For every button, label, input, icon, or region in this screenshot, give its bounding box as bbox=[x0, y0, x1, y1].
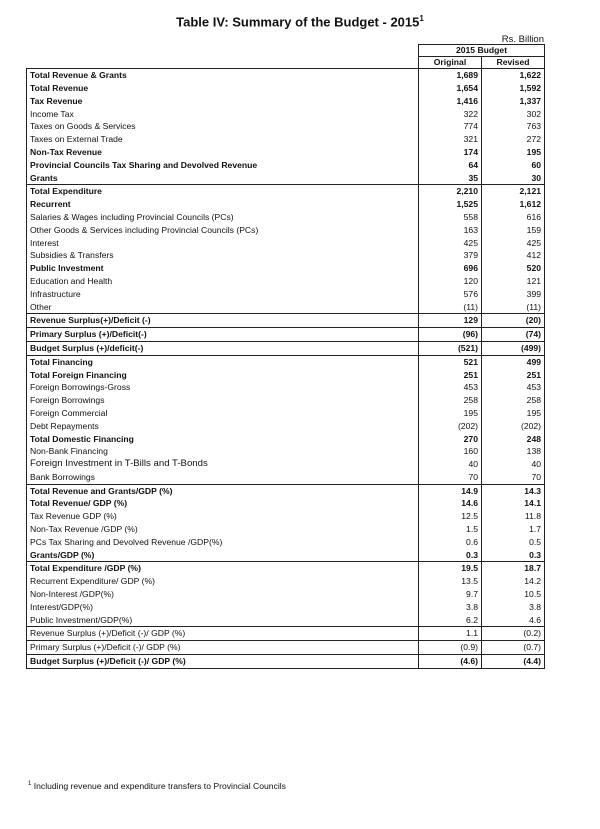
cell-original: 129 bbox=[419, 314, 482, 328]
table-row bbox=[27, 185, 545, 198]
cell-revised: 520 bbox=[482, 262, 545, 275]
cell-revised: (11) bbox=[482, 300, 545, 313]
table-row bbox=[27, 523, 545, 536]
table-row bbox=[27, 627, 545, 641]
cell-original: (96) bbox=[419, 327, 482, 341]
footnote bbox=[28, 781, 286, 791]
row-label: Public Investment/GDP(%) bbox=[27, 613, 419, 626]
table-row bbox=[27, 548, 545, 561]
cell-original: 258 bbox=[419, 394, 482, 407]
table-row bbox=[27, 236, 545, 249]
row-label: Foreign Investment in T-Bills and T-Bonds bbox=[27, 458, 419, 471]
header-group-row bbox=[27, 45, 545, 57]
row-label: Tax Revenue bbox=[27, 95, 419, 108]
cell-original: 1,416 bbox=[419, 95, 482, 108]
table-row bbox=[27, 327, 545, 341]
cell-revised: 70 bbox=[482, 471, 545, 484]
table-row bbox=[27, 394, 545, 407]
cell-revised: (0.2) bbox=[482, 627, 545, 641]
row-label: Provincial Councils Tax Sharing and Devolved Revenue bbox=[27, 159, 419, 172]
cell-original: 322 bbox=[419, 107, 482, 120]
cell-revised: 60 bbox=[482, 159, 545, 172]
table-row bbox=[27, 420, 545, 433]
cell-original: 321 bbox=[419, 133, 482, 146]
table-row bbox=[27, 381, 545, 394]
row-label: Foreign Borrowings-Gross bbox=[27, 381, 419, 394]
row-label: Interest bbox=[27, 236, 419, 249]
table-row bbox=[27, 120, 545, 133]
cell-revised: 14.3 bbox=[482, 484, 545, 497]
cell-original: 13.5 bbox=[419, 575, 482, 588]
row-label: Primary Surplus (+)/Deficit (-)/ GDP (%) bbox=[27, 641, 419, 655]
cell-revised: 195 bbox=[482, 407, 545, 420]
cell-original: 64 bbox=[419, 159, 482, 172]
table-row bbox=[27, 601, 545, 614]
row-label: Grants/GDP (%) bbox=[27, 548, 419, 561]
cell-revised: 195 bbox=[482, 146, 545, 159]
cell-original: 14.6 bbox=[419, 497, 482, 510]
cell-original: 174 bbox=[419, 146, 482, 159]
cell-revised: 121 bbox=[482, 275, 545, 288]
row-label: Other Goods & Services including Provincial Councils (PCs) bbox=[27, 224, 419, 237]
cell-revised: 0.5 bbox=[482, 536, 545, 549]
cell-revised: 138 bbox=[482, 445, 545, 458]
row-label: Tax Revenue GDP (%) bbox=[27, 510, 419, 523]
table-row bbox=[27, 198, 545, 211]
row-label: Total Expenditure /GDP (%) bbox=[27, 562, 419, 575]
cell-original: 558 bbox=[419, 211, 482, 224]
cell-revised: (202) bbox=[482, 420, 545, 433]
cell-original: 195 bbox=[419, 407, 482, 420]
cell-revised: 251 bbox=[482, 368, 545, 381]
cell-revised: 1,592 bbox=[482, 82, 545, 95]
table-row bbox=[27, 588, 545, 601]
unit-label: Rs. Billion bbox=[501, 34, 544, 45]
cell-original: 1,654 bbox=[419, 82, 482, 95]
row-label: Infrastructure bbox=[27, 288, 419, 301]
row-label: Salaries & Wages including Provincial Councils (PCs) bbox=[27, 211, 419, 224]
footnote-text: Including revenue and expenditure transfers to Provincial Councils bbox=[33, 781, 286, 791]
table-row bbox=[27, 224, 545, 237]
cell-revised: (74) bbox=[482, 327, 545, 341]
cell-revised: 159 bbox=[482, 224, 545, 237]
row-label: Revenue Surplus (+)/Deficit (-)/ GDP (%) bbox=[27, 627, 419, 641]
table-row bbox=[27, 458, 545, 471]
cell-revised: 425 bbox=[482, 236, 545, 249]
table-row bbox=[27, 314, 545, 328]
table-row bbox=[27, 497, 545, 510]
row-label: Non-Interest /GDP(%) bbox=[27, 588, 419, 601]
cell-original: 576 bbox=[419, 288, 482, 301]
title-footnote-mark: 1 bbox=[419, 14, 424, 23]
table-row bbox=[27, 159, 545, 172]
cell-revised: 10.5 bbox=[482, 588, 545, 601]
row-label: Total Revenue/ GDP (%) bbox=[27, 497, 419, 510]
cell-original: 774 bbox=[419, 120, 482, 133]
cell-original: 6.2 bbox=[419, 613, 482, 626]
cell-revised: 248 bbox=[482, 432, 545, 445]
table-row bbox=[27, 562, 545, 575]
cell-original: (521) bbox=[419, 341, 482, 355]
cell-revised: 258 bbox=[482, 394, 545, 407]
row-label: Total Financing bbox=[27, 355, 419, 368]
table-row bbox=[27, 355, 545, 368]
cell-revised: (499) bbox=[482, 341, 545, 355]
table-row bbox=[27, 536, 545, 549]
cell-revised: (4.4) bbox=[482, 654, 545, 668]
row-label: Budget Surplus (+)/Deficit (-)/ GDP (%) bbox=[27, 654, 419, 668]
cell-revised: 0.3 bbox=[482, 548, 545, 561]
table-row bbox=[27, 432, 545, 445]
cell-original: 1.1 bbox=[419, 627, 482, 641]
cell-revised: 453 bbox=[482, 381, 545, 394]
table-row bbox=[27, 69, 545, 82]
cell-original: 160 bbox=[419, 445, 482, 458]
table-row bbox=[27, 654, 545, 668]
table-row bbox=[27, 171, 545, 184]
cell-original: (11) bbox=[419, 300, 482, 313]
cell-original: (0.9) bbox=[419, 641, 482, 655]
cell-revised: 4.6 bbox=[482, 613, 545, 626]
row-label: Grants bbox=[27, 171, 419, 184]
cell-original: 1,689 bbox=[419, 69, 482, 82]
row-label: Taxes on External Trade bbox=[27, 133, 419, 146]
cell-revised: 302 bbox=[482, 107, 545, 120]
cell-revised: (20) bbox=[482, 314, 545, 328]
row-label: PCs Tax Sharing and Devolved Revenue /GDP(%) bbox=[27, 536, 419, 549]
row-label: Non-Bank Financing bbox=[27, 445, 419, 458]
footnote-mark: 1 bbox=[28, 781, 32, 788]
cell-original: 9.7 bbox=[419, 588, 482, 601]
cell-original: 251 bbox=[419, 368, 482, 381]
table-row bbox=[27, 341, 545, 355]
cell-original: 14.9 bbox=[419, 484, 482, 497]
table-title-text: Table IV: Summary of the Budget - 2015 bbox=[176, 14, 420, 30]
table-row bbox=[27, 300, 545, 313]
table-row bbox=[27, 262, 545, 275]
table-row bbox=[27, 82, 545, 95]
cell-original: 70 bbox=[419, 471, 482, 484]
cell-original: 12.5 bbox=[419, 510, 482, 523]
row-label: Total Foreign Financing bbox=[27, 368, 419, 381]
header-columns-row bbox=[27, 57, 545, 69]
cell-revised: 272 bbox=[482, 133, 545, 146]
table-row bbox=[27, 613, 545, 626]
row-label: Taxes on Goods & Services bbox=[27, 120, 419, 133]
table-title bbox=[0, 14, 600, 29]
row-label: Non-Tax Revenue bbox=[27, 146, 419, 159]
table-row bbox=[27, 107, 545, 120]
cell-revised: 499 bbox=[482, 355, 545, 368]
cell-original: 0.6 bbox=[419, 536, 482, 549]
row-label: Revenue Surplus(+)/Deficit (-) bbox=[27, 314, 419, 328]
cell-revised: (0.7) bbox=[482, 641, 545, 655]
row-label: Total Domestic Financing bbox=[27, 432, 419, 445]
cell-original: 19.5 bbox=[419, 562, 482, 575]
cell-revised: 412 bbox=[482, 249, 545, 262]
table-row bbox=[27, 471, 545, 484]
cell-original: 1.5 bbox=[419, 523, 482, 536]
row-label: Foreign Borrowings bbox=[27, 394, 419, 407]
row-label: Subsidies & Transfers bbox=[27, 249, 419, 262]
cell-revised: 3.8 bbox=[482, 601, 545, 614]
row-label: Total Revenue & Grants bbox=[27, 69, 419, 82]
cell-original: (4.6) bbox=[419, 654, 482, 668]
cell-original: 40 bbox=[419, 458, 482, 471]
cell-original: 379 bbox=[419, 249, 482, 262]
cell-revised: 399 bbox=[482, 288, 545, 301]
row-label: Total Expenditure bbox=[27, 185, 419, 198]
cell-original: 270 bbox=[419, 432, 482, 445]
cell-original: 521 bbox=[419, 355, 482, 368]
table-row bbox=[27, 275, 545, 288]
cell-revised: 14.1 bbox=[482, 497, 545, 510]
cell-original: 35 bbox=[419, 171, 482, 184]
row-label: Interest/GDP(%) bbox=[27, 601, 419, 614]
table-row bbox=[27, 484, 545, 497]
cell-revised: 40 bbox=[482, 458, 545, 471]
header-revised: Revised bbox=[482, 57, 545, 69]
table-row bbox=[27, 407, 545, 420]
cell-original: 3.8 bbox=[419, 601, 482, 614]
row-label: Other bbox=[27, 300, 419, 313]
header-original: Original bbox=[419, 57, 482, 69]
budget-summary-table bbox=[26, 44, 545, 669]
row-label: Total Revenue and Grants/GDP (%) bbox=[27, 484, 419, 497]
cell-original: 120 bbox=[419, 275, 482, 288]
table-row bbox=[27, 95, 545, 108]
cell-revised: 11.8 bbox=[482, 510, 545, 523]
row-label: Debt Repayments bbox=[27, 420, 419, 433]
table-row bbox=[27, 146, 545, 159]
cell-original: 2,210 bbox=[419, 185, 482, 198]
cell-revised: 30 bbox=[482, 171, 545, 184]
row-label: Foreign Commercial bbox=[27, 407, 419, 420]
cell-revised: 18.7 bbox=[482, 562, 545, 575]
cell-revised: 1.7 bbox=[482, 523, 545, 536]
table-row bbox=[27, 249, 545, 262]
row-label: Public Investment bbox=[27, 262, 419, 275]
table-row bbox=[27, 510, 545, 523]
table-row bbox=[27, 288, 545, 301]
table-row bbox=[27, 575, 545, 588]
table-row bbox=[27, 368, 545, 381]
cell-original: 425 bbox=[419, 236, 482, 249]
cell-revised: 14.2 bbox=[482, 575, 545, 588]
cell-original: 163 bbox=[419, 224, 482, 237]
row-label: Income Tax bbox=[27, 107, 419, 120]
row-label: Budget Surplus (+)/deficit(-) bbox=[27, 341, 419, 355]
row-label: Education and Health bbox=[27, 275, 419, 288]
cell-original: 1,525 bbox=[419, 198, 482, 211]
cell-original: (202) bbox=[419, 420, 482, 433]
cell-original: 453 bbox=[419, 381, 482, 394]
table-row bbox=[27, 211, 545, 224]
cell-revised: 763 bbox=[482, 120, 545, 133]
header-2015-budget: 2015 Budget bbox=[419, 45, 545, 57]
cell-revised: 1,337 bbox=[482, 95, 545, 108]
table-row bbox=[27, 641, 545, 655]
table-row bbox=[27, 133, 545, 146]
cell-revised: 1,622 bbox=[482, 69, 545, 82]
row-label: Bank Borrowings bbox=[27, 471, 419, 484]
row-label: Total Revenue bbox=[27, 82, 419, 95]
row-label: Primary Surplus (+)/Deficit(-) bbox=[27, 327, 419, 341]
cell-revised: 616 bbox=[482, 211, 545, 224]
cell-original: 0.3 bbox=[419, 548, 482, 561]
cell-revised: 2,121 bbox=[482, 185, 545, 198]
row-label: Non-Tax Revenue /GDP (%) bbox=[27, 523, 419, 536]
cell-revised: 1,612 bbox=[482, 198, 545, 211]
row-label: Recurrent Expenditure/ GDP (%) bbox=[27, 575, 419, 588]
table-row bbox=[27, 445, 545, 458]
row-label: Recurrent bbox=[27, 198, 419, 211]
cell-original: 696 bbox=[419, 262, 482, 275]
